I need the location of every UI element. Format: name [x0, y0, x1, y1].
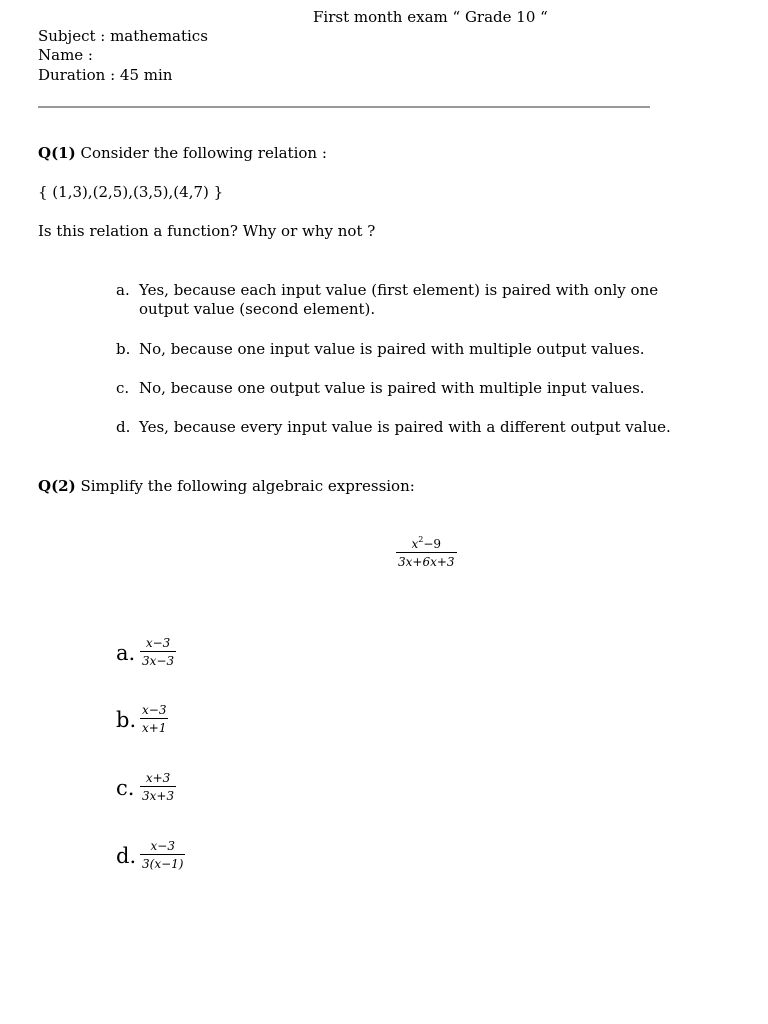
q1-option-d-text: Yes, because every input value is paired with a different output value.	[139, 418, 671, 436]
q1-option-b[interactable]	[116, 340, 696, 359]
q1-option-a[interactable]	[116, 281, 696, 319]
q1-option-d-letter: d.	[116, 418, 131, 436]
exam-title: First month exam “ Grade 10 “	[313, 8, 548, 26]
q2-option-b-fraction-bar	[140, 718, 168, 719]
q1-relation: { (1,3),(2,5),(3,5),(4,7) }	[38, 183, 224, 201]
q1-option-b-text: No, because one input value is paired with multiple output values.	[139, 340, 645, 358]
q2-option-a-fraction-bar	[140, 651, 176, 652]
q2-label: Q(2)	[38, 477, 76, 495]
q1-question: Is this relation a function? Why or why not ?	[38, 222, 376, 240]
name-line: Name :	[38, 46, 93, 64]
q2-option-a-denominator: 3x−3	[142, 654, 175, 668]
q1-option-c-letter: c.	[116, 379, 130, 397]
q2-expression-fraction-bar	[396, 552, 457, 553]
q1-option-c[interactable]	[116, 379, 696, 398]
header-divider	[38, 106, 650, 108]
q2-option-d-denominator: 3(x−1)	[142, 857, 184, 871]
q2-option-d-fraction-bar	[140, 854, 185, 855]
q1-option-d[interactable]	[116, 418, 696, 437]
q1-option-a-text: Yes, because each input value (first element) is paired with only one output value (second element).	[139, 281, 659, 318]
q2-option-d-letter: d.	[116, 844, 137, 868]
q2-option-c-fraction-bar	[140, 786, 176, 787]
q2-option-b-letter: b.	[116, 708, 137, 732]
q2-option-d-numerator: x−3	[150, 839, 175, 853]
q1-option-c-text: No, because one output value is paired with multiple input values.	[139, 379, 645, 397]
q2-option-b-denominator: x+1	[142, 721, 167, 735]
q1-prompt-line	[38, 144, 327, 162]
q2-option-c-fraction	[140, 771, 176, 803]
q2-option-c-numerator: x+3	[145, 771, 171, 785]
q2-option-b-numerator: x−3	[142, 703, 167, 717]
q2-expression-denominator: 3x+6x+3	[398, 555, 455, 569]
q1-option-b-letter: b.	[116, 340, 131, 358]
q2-expression	[396, 537, 457, 569]
q1-prompt: Consider the following relation :	[80, 144, 327, 162]
duration-line: Duration : 45 min	[38, 66, 173, 84]
q2-option-d-fraction	[140, 839, 185, 871]
q2-expression-numerator-rest: −9	[423, 537, 442, 551]
q2-option-c-denominator: 3x+3	[142, 789, 175, 803]
q2-option-a-numerator: x−3	[145, 636, 171, 650]
q2-option-a-letter: a.	[116, 641, 136, 665]
q2-expression-numerator-base: x	[411, 537, 419, 551]
subject-line: Subject : mathematics	[38, 27, 208, 45]
q2-option-b-fraction	[140, 703, 168, 735]
q1-label: Q(1)	[38, 144, 76, 162]
q1-option-a-letter: a.	[116, 281, 130, 299]
q2-option-c-letter: c.	[116, 776, 135, 800]
q2-prompt: Simplify the following algebraic expression:	[80, 477, 415, 495]
q2-expression-exponent: 2	[418, 535, 424, 544]
q2-option-a-fraction	[140, 636, 176, 668]
q2-prompt-line	[38, 477, 415, 495]
